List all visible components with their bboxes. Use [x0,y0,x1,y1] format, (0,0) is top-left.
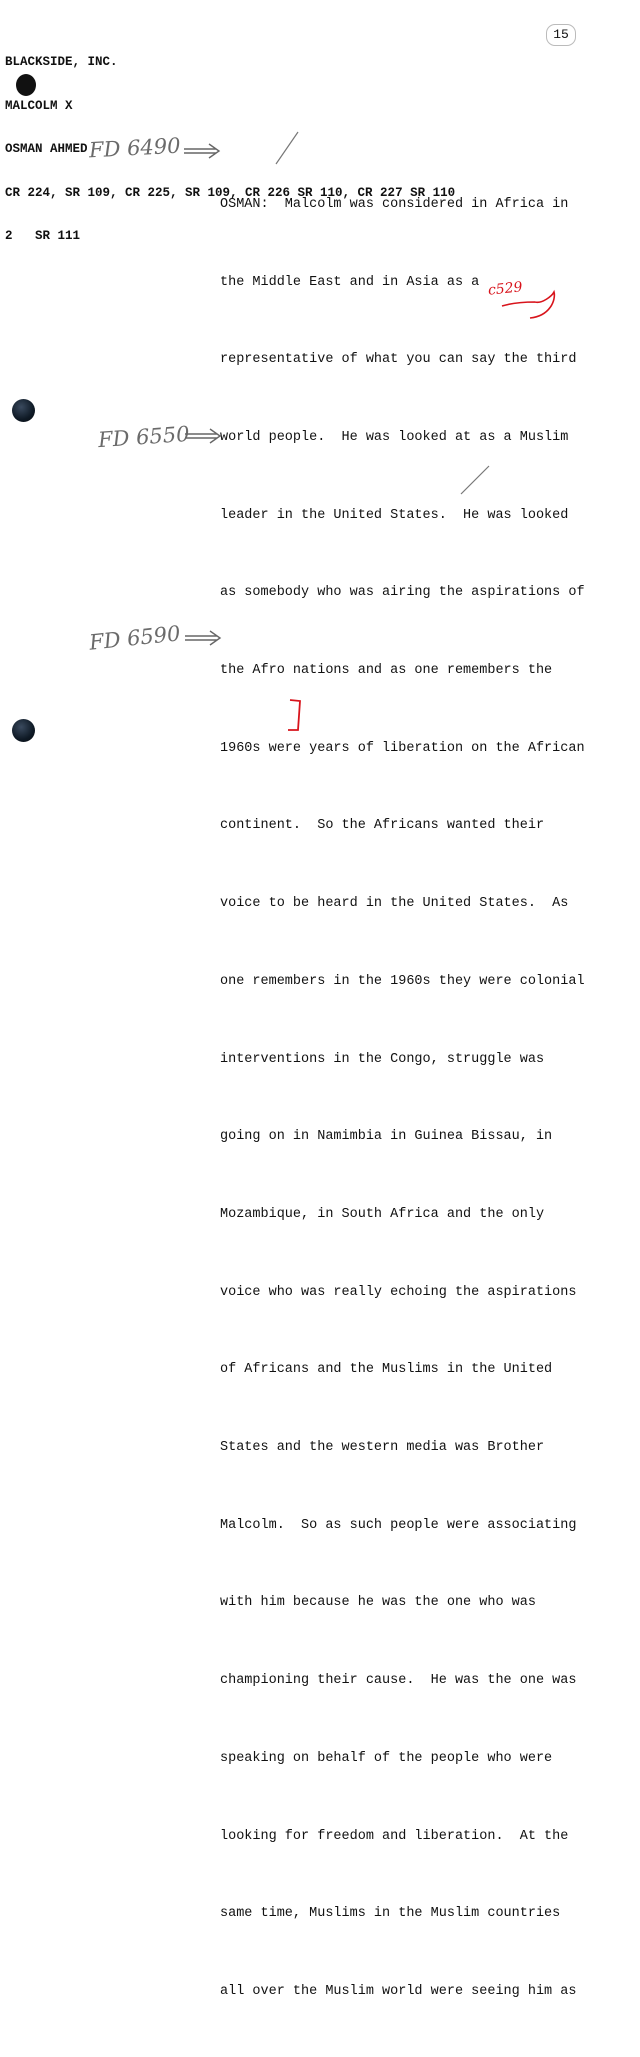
transcript-line: continent. So the Africans wanted their [220,818,545,834]
transcript-line: speaking on behalf of the people who were [220,1750,553,1766]
transcript-line: leader in the United States. He was looked [220,507,569,523]
transcript-line: of Africans and the Muslims in the United [220,1362,553,1378]
transcript-line: with him because he was the one who was [220,1595,536,1611]
header-reels-continued: 2 SR 111 [5,229,81,243]
transcript-line: OSMAN: Malcolm was considered in Africa in [220,196,569,212]
transcript-line: representative of what you can say the third [220,352,577,368]
transcript-line: looking for freedom and liberation. At the [220,1828,569,1844]
margin-note-timecode: FD 6550 [97,421,191,453]
margin-arrow-icon [182,140,222,160]
transcript-line: world people. He was looked at as a Muslim [220,429,569,445]
red-edit-insert: c529 [487,279,524,299]
transcript-line: voice to be heard in the United States. As [220,896,569,912]
transcript-line: voice who was really echoing the aspirations [220,1284,577,1300]
transcript-line: interventions in the Congo, struggle was [220,1051,545,1067]
header-interviewee: OSMAN AHMED [5,142,88,156]
transcript-line: championing their cause. He was the one was [220,1673,577,1689]
punch-hole [12,399,35,422]
transcript-line: all over the Muslim world were seeing him as [220,1983,577,1999]
header-subject: MALCOLM X [5,98,73,113]
transcript-line: one remembers in the 1960s they were colonial [220,973,585,989]
header-company: BLACKSIDE, INC. [5,55,118,69]
transcript-line: Mozambique, in South Africa and the only [220,1206,545,1222]
ink-blot [16,74,36,96]
margin-arrow-icon [183,626,223,648]
transcript-line: Malcolm. So as such people were associating [220,1517,577,1533]
margin-arrow-icon [183,424,223,446]
margin-note-timecode: FD 6490 [88,133,182,163]
margin-note-timecode: FD 6590 [87,621,182,655]
transcript-line: the Middle East and in Asia as a [220,274,480,290]
transcript-line: going on in Namimbia in Guinea Bissau, in [220,1129,553,1145]
punch-hole [12,719,35,742]
transcript-line: 1960s were years of liberation on the African [220,740,585,756]
transcript-line: the Afro nations and as one remembers the [220,663,553,679]
transcript-line: States and the western media was Brother [220,1440,545,1456]
page-number: 15 [546,24,576,46]
header-reels: CR 224, SR 109, CR 225, SR 109, CR 226 SR 110, CR 227 SR 110 [5,185,456,200]
transcript-line: same time, Muslims in the Muslim countries [220,1906,561,1922]
transcript-body [220,140,585,2057]
transcript-line: as somebody who was airing the aspirations of [220,585,585,601]
